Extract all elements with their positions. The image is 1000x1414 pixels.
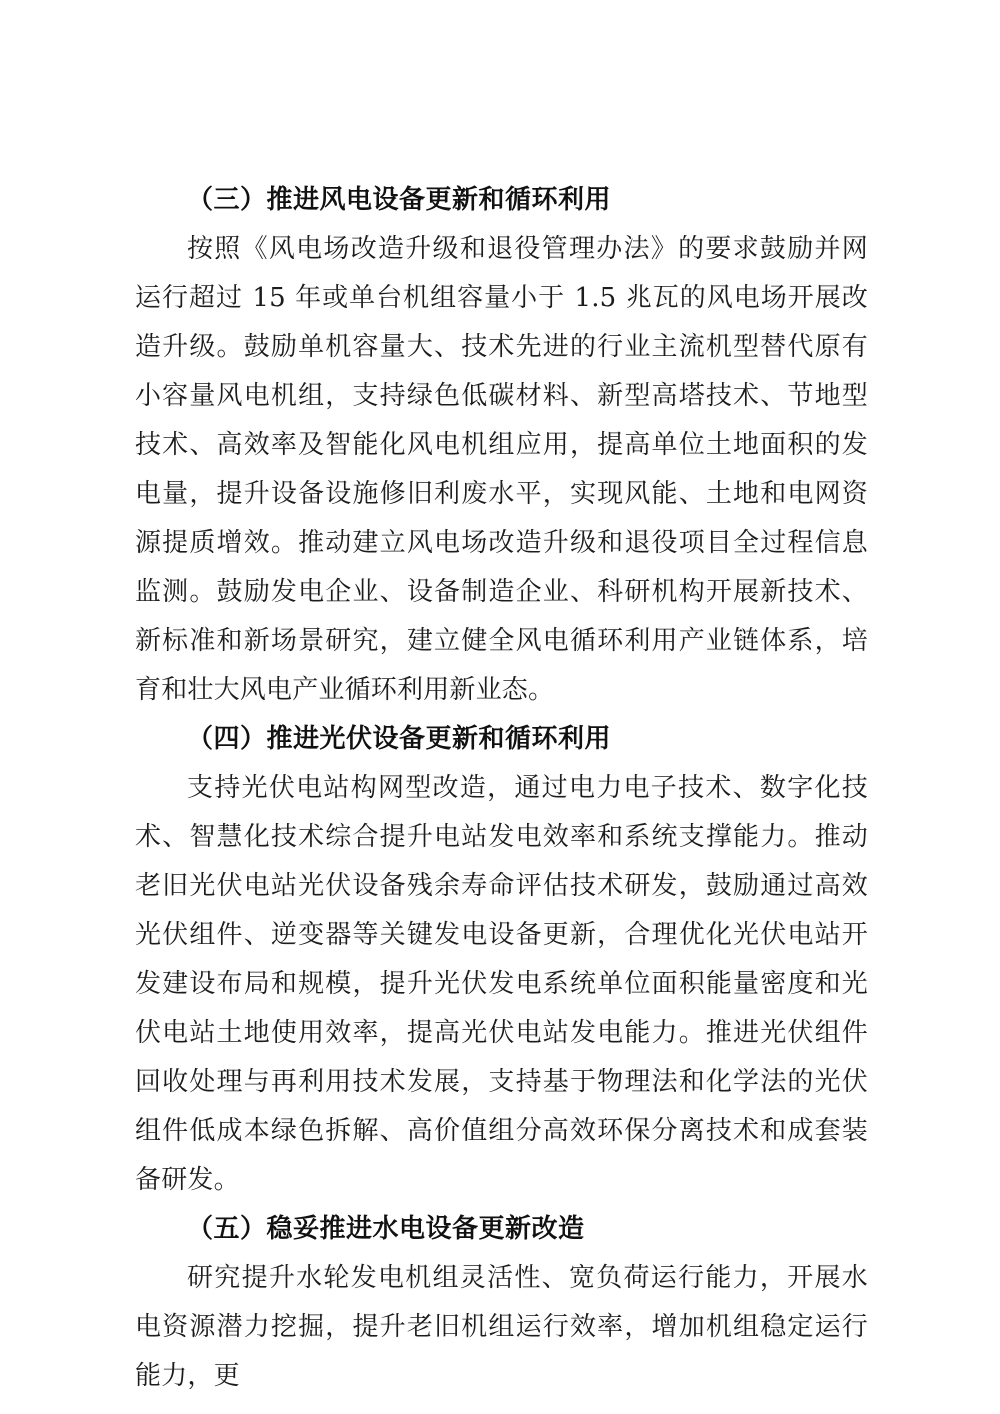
section-paragraph-wind: 按照《风电场改造升级和退役管理办法》的要求鼓励并网运行超过 15 年或单台机组容量小于 1.5 兆瓦的风电场开展改造升级。鼓励单机容量大、技术先进的行业主流机型替代原有小容量风电机组，支持绿色低碳材料、新型高塔技术、节地型技术、高效率及智能化风电机组应用，提高单位土地面积的发电量，提升设备设施修旧利废水平，实现风能、土地和电网资源提质增效。推动建立风电场改造升级和退役项目全过程信息监测。鼓励发电企业、设备制造企业、科研机构开展新技术、新标准和新场景研究，建立健全风电循环利用产业链体系，培育和壮大风电产业循环利用新业态。 bbox=[135, 234, 868, 705]
document-content bbox=[135, 176, 868, 1401]
section-paragraph-solar: 支持光伏电站构网型改造，通过电力电子技术、数字化技术、智慧化技术综合提升电站发电效率和系统支撑能力。推动老旧光伏电站光伏设备残余寿命评估技术研发，鼓励通过高效光伏组件、逆变器等关键发电设备更新，合理优化光伏电站开发建设布局和规模，提升光伏发电系统单位面积能量密度和光伏电站土地使用效率，提高光伏电站发电能力。推进光伏组件回收处理与再利用技术发展，支持基于物理法和化学法的光伏组件低成本绿色拆解、高价值组分高效环保分离技术和成套装备研发。 bbox=[135, 773, 868, 1195]
section-heading-wind: （三）推进风电设备更新和循环利用 bbox=[187, 185, 612, 215]
section-heading-hydro: （五）稳妥推进水电设备更新改造 bbox=[187, 1214, 585, 1244]
section-paragraph-hydro: 研究提升水轮发电机组灵活性、宽负荷运行能力，开展水电资源潜力挖掘，提升老旧机组运行效率，增加机组稳定运行能力，更 bbox=[135, 1263, 868, 1391]
section-wind-power bbox=[135, 176, 868, 715]
section-hydro-power bbox=[135, 1205, 868, 1401]
section-solar-power bbox=[135, 715, 868, 1205]
section-heading-solar: （四）推进光伏设备更新和循环利用 bbox=[187, 724, 612, 754]
